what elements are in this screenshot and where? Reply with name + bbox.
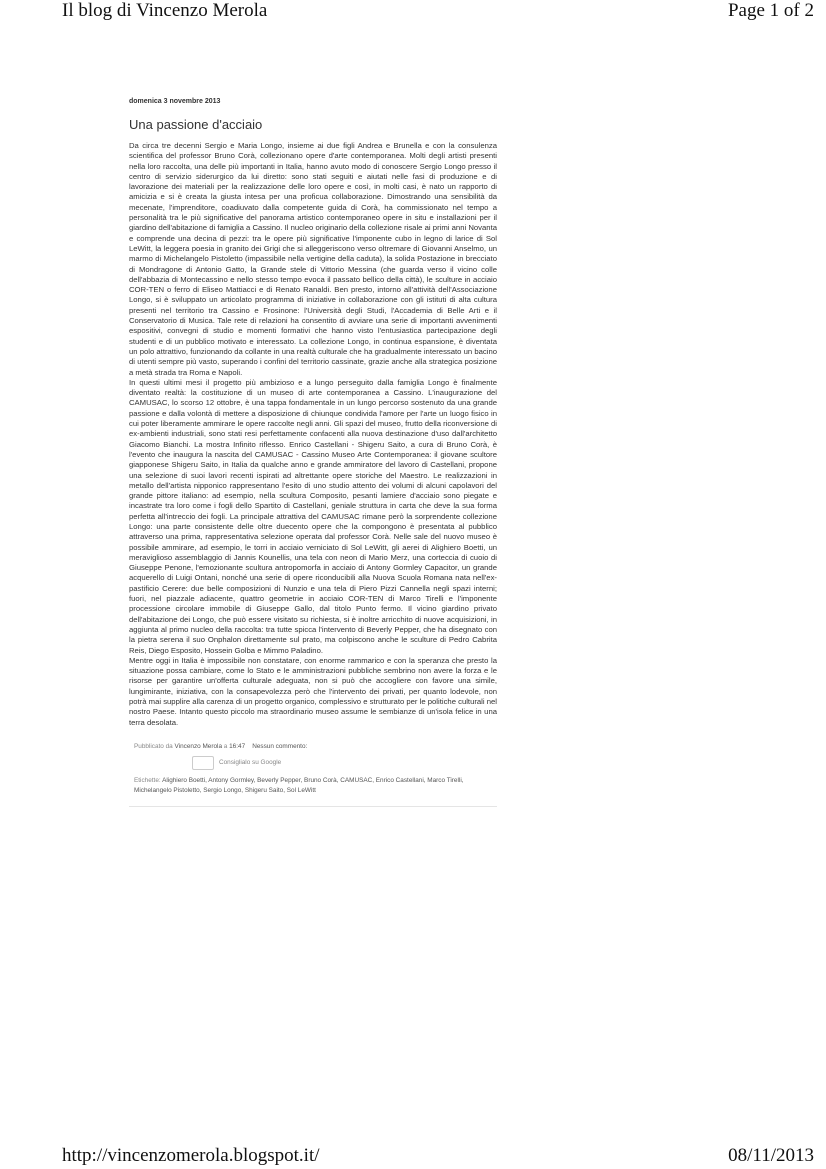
page-number: Page 1 of 2 xyxy=(727,0,814,21)
author-link[interactable]: Vincenzo Merola xyxy=(174,742,222,750)
google-plus-button[interactable] xyxy=(192,756,214,770)
post-footer xyxy=(129,742,497,796)
google-recommend[interactable] xyxy=(192,756,497,770)
post-paragraph: In questi ultimi mesi il progetto più ambizioso e a lungo perseguito dalla famiglia Longo è finalmente diventato realtà: la costituzione di un museo di arte contemporanea a Cassino. L'inaugurazione del CAMUSAC, lo scorso 12 ottobre, è una tappa fondamentale in un lungo percorso sostenuto da una grande passione e dalla volontà di mettere a disposizione di chiunque condivida l'amore per l'arte un luogo fisico in cui poter liberamente ammirare le opere raccolte negli anni. Gli spazi del museo, frutto della riconversione di ex-ambienti industriali, sono stati resi perfettamente confacenti alla nuova destinazione d'uso dall'architetto Giacomo Bianchi. La mostra Infinito riflesso. Enrico Castellani - Shigeru Saito, a cura di Bruno Corà, è l'evento che inaugura la nascita del CAMUSAC - Cassino Museo Arte Contemporanea: il giovane scultore giapponese Shigeru Saito, in Italia da qualche anno e grande ammiratore del lavoro di Castellani, propone una selezione di suoi lavori recenti ispirati ad altrettante opere storiche del Maestro. Le realizzazioni in metallo dell'artista nipponico rappresentano l'esito di uno studio attento dei volumi di alcuni capolavori del grande pittore italiano: ad esempio, nella scultura Composito, pesanti lamiere d'acciaio sono piegate e incastrate tra loro come i fogli dello Spartito di Castellani, geniale struttura in carta che deve la sua forma perfetta all'intreccio dei fogli. La principale attrattiva del CAMUSAC rimane però la sorprendente collezione Longo: una parte consistente delle oltre duecento opere che la compongono è presentata al pubblico attraverso una prima, rappresentativa selezione operata dal professor Corà. Nelle sale del nuovo museo è possibile ammirare, ad esempio, le torri in acciaio verniciato di Sol LeWitt, gli aerei di Alighiero Boetti, un meraviglioso assemblaggio di Jannis Kounellis, una tela con neon di Mario Merz, una corteccia di cuoio di Giuseppe Penone, l'emozionante scultura antropomorfa in acciaio di Antony Gormley Capacitor, un grande acquerello di Luigi Ontani, nonché una serie di opere riconducibili alla Nuova Scuola Romana nata nell'ex-pastificio Cerere: due belle composizioni di Nunzio e una tela di Piero Pizzi Cannella negli spazi interni; fuori, nel piazzale adiacente, quattro geometrie in acciaio COR-TEN di Marco Tirelli e l'imponente processione circolare immobile di Giuseppe Gallo, dal titolo Punto fermo. Il vicino giardino privato dell'abitazione dei Longo, che può essere visitato su richiesta, si è inoltre arricchito di nuove acquisizioni, in aggiunta al primo nucleo della raccolta: tra tutte spicca l'intervento di Beverly Pepper, che ha disegnato con la pietra serena il suo Onphalon direttamente sul prato, ma colpiscono anche le sculture di Pedro Cabrita Reis, Diego Esposito, Hossein Golba e Mimmo Paladino. xyxy=(129,377,497,655)
post-divider xyxy=(129,806,497,807)
post-paragraph: Da circa tre decenni Sergio e Maria Longo, insieme ai due figli Andrea e Brunella e con la consulenza scientifica del professor Bruno Corà, collezionano opere d'arte contemporanea. Molti degli artisti presenti nella loro raccolta, una delle più importanti in Italia, hanno avuto modo di conoscere Sergio Longo presso il centro di servizio siderurgico da lui diretto: sono stati seguiti e aiutati nelle fasi di produzione e di lavorazione dei materiali per la realizzazione delle loro opere e così, in molti casi, è nato un rapporto di amicizia e si è creata la giusta intesa per una proficua collaborazione. Dimostrando una sensibilità da mecenate, l'imprenditore, coadiuvato dalla competente guida di Corà, ha commissionato nel tempo a personalità tra le più significative del panorama artistico contemporaneo opere in situ e installazioni per il giardino dell'abitazione di famiglia a Cassino. Il nucleo originario della collezione risale ai primi anni Novanta e comprende una decina di pezzi: tra le opere più significative l'imponente cubo in legno di larice di Sol LeWitt, la leggera poesia in granito dei Grigi che si alleggeriscono verso oltremare di Giovanni Anselmo, un marmo di Michelangelo Pistoletto (impassibile nella vertigine della caduta), la solida Postazione in brecciato di Mondragone di Antonio Gatto, la Grande stele di Vittorio Messina (che guarda verso il vicino colle dell'abbazia di Montecassino e nello stesso tempo evoca il passato bellico della città), le sculture in acciaio COR-TEN o ferro di Eliseo Mattiacci e di Renato Ranaldi. Ben presto, intorno all'attività dell'Associazione Longo, si è sviluppato un articolato programma di iniziative in collaborazione con gli istituti di alta cultura presenti nel territorio tra Cassino e Frosinone: l'Università degli Studi, l'Accademia di Belle Arti e il Conservatorio di Musica. Tale rete di relazioni ha consentito di avviare una serie di importanti avvenimenti espositivi, convegni di studio e momenti formativi che hanno visto l'entusiastica partecipazione degli studenti e di un pubblico motivato e interessato. La collezione Longo, in continua espansione, è diventata un polo attrattivo, funzionando da collante in una realtà culturale che ha gradualmente interessato un bacino di utenti sempre più vasto, superando i confini del territorio cassinate, grazie anche alla strategica posizione a metà strada tra Roma e Napoli. xyxy=(129,141,497,377)
post-date: domenica 3 novembre 2013 xyxy=(129,98,221,105)
post-paragraph: Mentre oggi in Italia è impossibile non constatare, con enorme rammarico e con la speranza che presto la situazione possa cambiare, come lo Stato e le amministrazioni pubbliche sembrino non avere la forza e le risorse per garantire un'offerta culturale adeguata, non si può che accogliere con favore una simile, lungimirante, iniziativa, con la consapevolezza però che l'intervento dei privati, per quanto lodevole, non potrà mai supplire alla carenza di un progetto organico, complessivo e strutturato per le politiche culturali nel nostro Paese. Intanto questo piccolo ma straordinario museo assume le sembianze di un'isola felice in una terra desolata. xyxy=(129,655,497,727)
published-by-label: Pubblicato da xyxy=(134,742,173,750)
post-time-link[interactable]: 16:47 xyxy=(229,742,246,750)
labels-list[interactable]: Alighiero Boetti, Antony Gormley, Beverly Pepper, Bruno Corà, CAMUSAC, Enrico Castellani, Marco Tirelli, Michelangelo Pistoletto, Sergio Longo, Shigeru Saito, Sol LeWitt xyxy=(134,776,464,794)
site-title: Il blog di Vincenzo Merola xyxy=(62,0,268,21)
print-footer xyxy=(0,1145,826,1167)
post-meta xyxy=(134,742,497,752)
print-date: 08/11/2013 xyxy=(728,1145,814,1166)
blog-post xyxy=(129,98,497,807)
page-url: http://vincenzomerola.blogspot.it/ xyxy=(62,1145,320,1166)
post-labels xyxy=(134,776,497,796)
print-header xyxy=(0,0,826,22)
post-body xyxy=(129,141,497,728)
labels-prefix: Etichette: xyxy=(134,776,161,784)
comments-link[interactable]: Nessun commento: xyxy=(252,742,308,750)
post-title[interactable]: Una passione d'acciaio xyxy=(129,117,263,132)
google-recommend-label: Consiglialo su Google xyxy=(219,758,282,766)
at-label: a xyxy=(223,742,228,750)
